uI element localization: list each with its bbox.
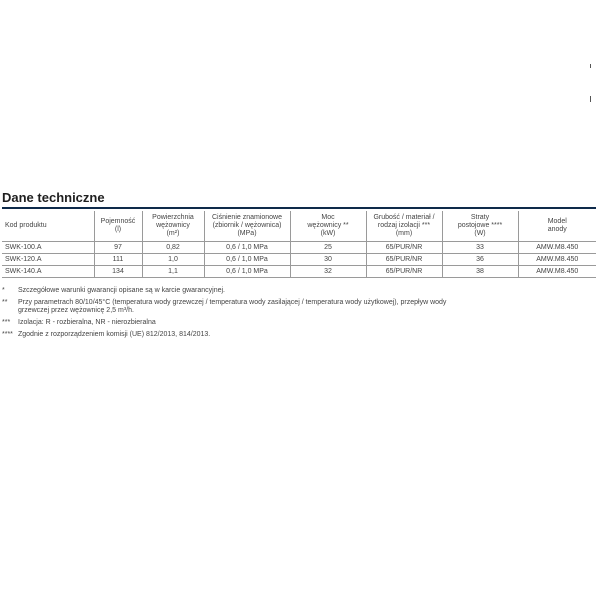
cell-anode-model: AMW.M8.450 [518, 266, 596, 278]
cell-standby-loss: 36 [442, 254, 518, 266]
footnote-mark: **** [2, 331, 13, 338]
technical-data-table [2, 211, 596, 278]
footnotes [2, 287, 596, 343]
footnote [2, 331, 596, 339]
cell-standby-loss: 38 [442, 266, 518, 278]
header-rated-pressure: Ciśnienie znamionowe (zbiornik / wężownica) (MPa) [204, 211, 290, 242]
header-product-code: Kod produktu [2, 211, 94, 242]
section-title: Dane techniczne [2, 190, 105, 205]
cell-rated-pressure: 0,6 / 1,0 MPa [204, 254, 290, 266]
header-coil-power: Moc wężownicy ** (kW) [290, 211, 366, 242]
cell-product-code: SWK-100.A [2, 242, 94, 254]
header-anode-model: Model anody [518, 211, 596, 242]
cell-product-code: SWK-120.A [2, 254, 94, 266]
footnote-mark: * [2, 287, 5, 294]
cell-standby-loss: 33 [442, 242, 518, 254]
cell-coil-power: 30 [290, 254, 366, 266]
cell-anode-model: AMW.M8.450 [518, 254, 596, 266]
cell-insulation: 65/PUR/NR [366, 266, 442, 278]
cell-coil-area: 1,1 [142, 266, 204, 278]
footnote-mark: *** [2, 319, 11, 326]
cell-coil-power: 25 [290, 242, 366, 254]
cell-coil-area: 1,0 [142, 254, 204, 266]
cell-capacity: 134 [94, 266, 142, 278]
cell-insulation: 65/PUR/NR [366, 254, 442, 266]
table-row [2, 254, 596, 266]
cell-rated-pressure: 0,6 / 1,0 MPa [204, 242, 290, 254]
page-edge-mark [590, 64, 591, 68]
table-row [2, 266, 596, 278]
header-standby-loss: Straty postojowe **** (W) [442, 211, 518, 242]
footnote-mark: ** [2, 299, 8, 306]
header-coil-area: Powierzchnia wężownicy (m²) [142, 211, 204, 242]
cell-capacity: 97 [94, 242, 142, 254]
header-capacity: Pojemność (l) [94, 211, 142, 242]
table-header-row [2, 211, 596, 242]
footnote-text: Przy parametrach 80/10/45°C (temperatura wody grzewczej / temperatura wody zasilającej / temperatura wody użytkowej), przepływ wody grzewczej przez wężownicę 2,5 m³/h. [18, 299, 447, 314]
cell-insulation: 65/PUR/NR [366, 242, 442, 254]
header-insulation: Grubość / materiał / rodzaj izolacji *** (mm) [366, 211, 442, 242]
cell-rated-pressure: 0,6 / 1,0 MPa [204, 266, 290, 278]
cell-capacity: 111 [94, 254, 142, 266]
footnote [2, 299, 596, 315]
table-row [2, 242, 596, 254]
cell-coil-power: 32 [290, 266, 366, 278]
cell-product-code: SWK-140.A [2, 266, 94, 278]
footnote [2, 319, 596, 327]
footnote [2, 287, 596, 295]
footnote-text: Zgodnie z rozporządzeniem komisji (UE) 812/2013, 814/2013. [18, 331, 211, 338]
footnote-text: Szczegółowe warunki gwarancji opisane są w karcie gwarancyjnej. [18, 287, 225, 294]
cell-coil-area: 0,82 [142, 242, 204, 254]
cell-anode-model: AMW.M8.450 [518, 242, 596, 254]
footnote-text: Izolacja: R - rozbieralna, NR - nierozbieralna [18, 319, 156, 326]
title-underline [2, 207, 596, 209]
page-edge-mark [590, 96, 591, 102]
